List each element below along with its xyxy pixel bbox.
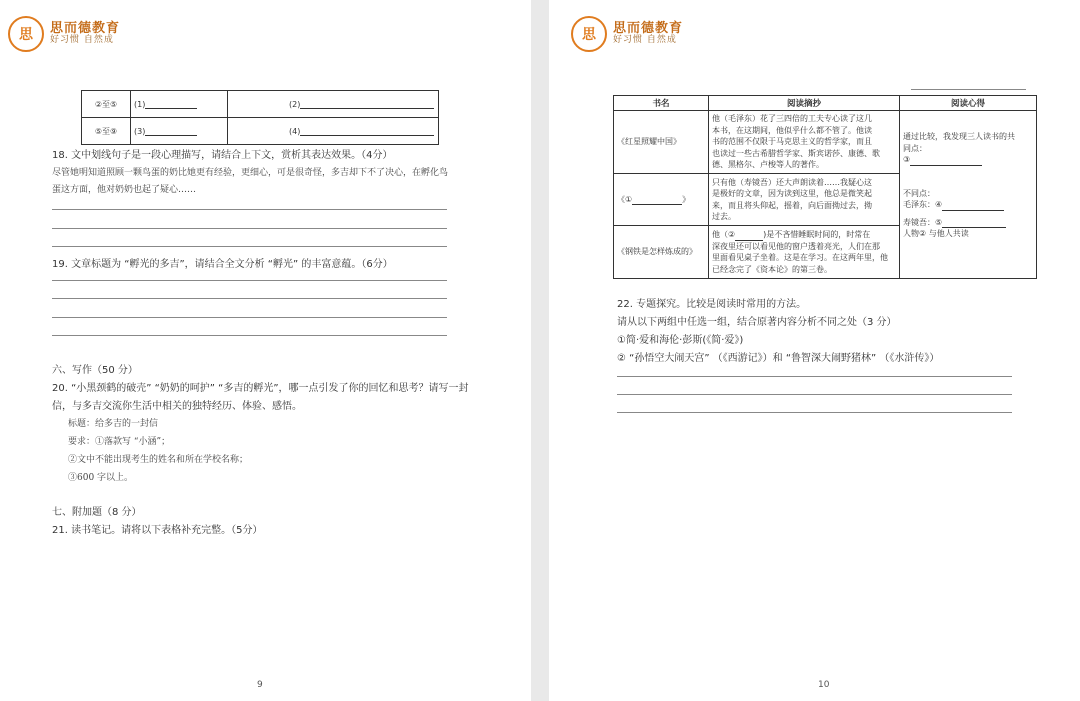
answer-line[interactable] — [52, 317, 447, 318]
page-number: 9 — [257, 680, 263, 690]
answer-line[interactable] — [617, 412, 1012, 413]
blank-2[interactable] — [300, 99, 434, 109]
book-cell: 《钢铁是怎样炼成的》 — [614, 226, 709, 279]
answer-line[interactable] — [52, 246, 447, 247]
blank-3[interactable] — [145, 126, 197, 136]
section-6-heading: 六、写作（50 分） — [52, 365, 138, 376]
q20-title-req: 标题：给多吉的一封信 — [68, 419, 159, 429]
header-book: 书名 — [614, 96, 709, 111]
excerpt-cell: 他（毛泽东）花了三四倍的工夫专心读了这几 本书，在这期间，他似乎什么都不管了。他读 书的范围不仅限于马克思主义的哲学家，而且 也读过一些古希腊哲学家、斯宾诺莎、康德、歌 德、黑格尔、卢梭等人的著作。 — [709, 111, 900, 174]
q20-req-2: ②文中不能出现考生的姓名和所在学校名称； — [68, 455, 249, 465]
logo — [8, 16, 120, 52]
question-22-line-2: 请从以下两组中任选一组，结合原著内容分析不同之处（3 分） — [617, 317, 897, 328]
brand-name: 思而德教育 — [613, 20, 684, 36]
q18-quote-line-1: 尽管她明知道照顾一颗鸟蛋的奶比她更有经验，更细心，可是很奇怪，多吉却下不了决心，在孵化鸟 — [52, 168, 449, 178]
option-1: ①简·爱和海伦·彭斯(《简·爱》) — [617, 335, 744, 346]
logo-seal-icon: 思 — [8, 16, 44, 52]
header-insight: 阅读心得 — [900, 96, 1037, 111]
q20-req-1: 要求：①落款写 “小涵”； — [68, 437, 171, 447]
header-line — [911, 89, 1026, 90]
insight-cell: 通过比较，我发现三人读书的共 同点： ③ 不同点： 毛泽东：④ 寿镜吾：⑤ 人物② 与他人共读 — [900, 111, 1037, 279]
blank-3[interactable] — [910, 156, 982, 166]
blank-1[interactable] — [145, 99, 197, 109]
blank-2[interactable] — [735, 231, 763, 241]
answer-line[interactable] — [617, 394, 1012, 395]
answer-line[interactable] — [52, 280, 447, 281]
page-10 — [549, 0, 1080, 701]
excerpt-cell: 只有他（寿镜吾）还大声朗读着……我疑心这 是极好的文章，因为读到这里，他总是微笑起 来，而且将头仰起，摇着，向后面拗过去，拗 过去。 — [709, 174, 900, 226]
question-18: 18. 文中划线句子是一段心理描写，请结合上下文，赏析其表达效果。（4分） — [52, 150, 393, 161]
brand-slogan: 好习惯 自然成 — [50, 35, 114, 46]
table-cell-blank: (2) — [228, 91, 439, 118]
brand-name: 思而德教育 — [50, 20, 121, 36]
question-21: 21. 读书笔记。请将以下表格补充完整。（5分） — [52, 525, 263, 536]
logo — [571, 16, 683, 52]
blank-1[interactable] — [632, 195, 682, 205]
table-cell-blank: (1) — [131, 91, 228, 118]
question-19: 19. 文章标题为 “孵光的多吉”，请结合全文分析 “孵光” 的丰富意蕴。（6分） — [52, 259, 393, 270]
table-cell-blank: (3) — [131, 118, 228, 145]
blank-5[interactable] — [942, 218, 1006, 228]
book-cell: 《红星照耀中国》 — [614, 111, 709, 174]
excerpt-cell: 他（② )是不吝惜睡眠时间的，时常在 深夜里还可以看见他的窗户透着亮光，人们在那 里面看见桌子坐着。这是在学习。在这两年里，他 已经念完了《资本论》的第三卷。 — [709, 226, 900, 279]
book-cell: 《① 》 — [614, 174, 709, 226]
table-cell-range: ⑤至⑨ — [82, 118, 131, 145]
reading-notes-table — [613, 95, 1037, 279]
question-22: 22. 专题探究。比较是阅读时常用的方法。 — [617, 299, 807, 310]
section-7-heading: 七、附加题（8 分） — [52, 507, 142, 518]
answer-line[interactable] — [52, 298, 447, 299]
q20-req-3: ③600 字以上。 — [68, 473, 134, 483]
table-cell-blank: (4) — [228, 118, 439, 145]
q18-quote-line-2: 蛋这方面，他对奶奶也起了疑心…… — [52, 185, 197, 195]
question-20-line-2: 信，与多吉交流你生活中相关的独特经历、体验、感悟。 — [52, 401, 302, 412]
answer-line[interactable] — [52, 228, 447, 229]
page-9 — [0, 0, 531, 701]
blank-4[interactable] — [300, 126, 434, 136]
question-20-line-1: 20. “小黑颈鹤的破壳” “奶奶的呵护” “多吉的孵光”，哪一点引发了你的回忆和思考？请写一封 — [52, 383, 469, 394]
table-cell-range: ②至⑤ — [82, 91, 131, 118]
blank-4[interactable] — [942, 201, 1004, 211]
answer-line[interactable] — [52, 209, 447, 210]
page-number: 10 — [818, 680, 830, 690]
answer-line[interactable] — [52, 335, 447, 336]
brand-slogan: 好习惯 自然成 — [613, 35, 677, 46]
answer-line[interactable] — [617, 376, 1012, 377]
option-2: ② “孙悟空大闹天宫” （《西游记》）和 “鲁智深大闹野猪林” （《水浒传》） — [617, 353, 940, 364]
answer-table — [81, 90, 439, 145]
logo-seal-icon: 思 — [571, 16, 607, 52]
header-excerpt: 阅读摘抄 — [709, 96, 900, 111]
